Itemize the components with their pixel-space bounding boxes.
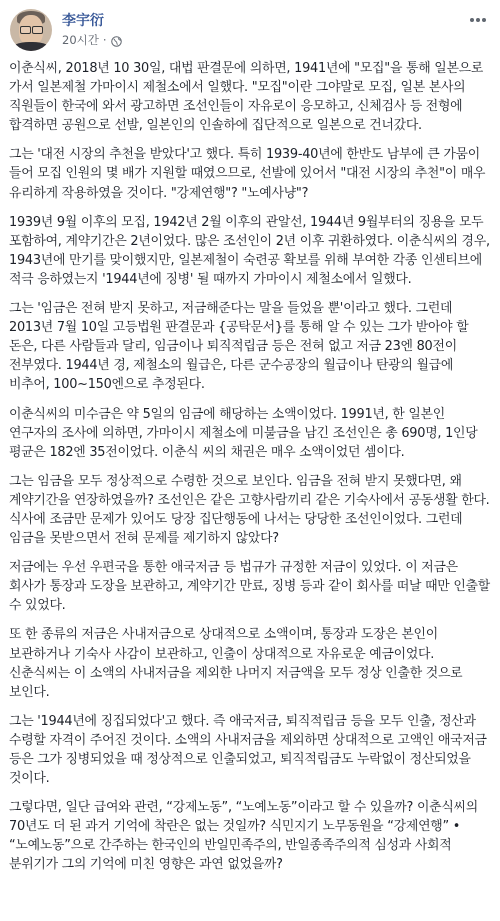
post-paragraph: 그는 '대전 시장의 추천을 받았다'고 했다. 특히 1939-40년에 한반도 남부에 큰 가뭄이 들어 모집 인원의 몇 배가 지원할 때였으므로, 선발에 있어서 "대전 시장의 추천"이 매우 유리하게 작용하였을 것이다. "강제연행"? "노예사냥"?: [9, 147, 486, 201]
globe-icon[interactable]: [111, 35, 122, 46]
post-paragraph: 저금에는 우선 우편국을 통한 애국저금 등 법규가 규정한 저금이 있었다. 이 저금은 회사가 통장과 도장을 보관하고, 계약기간 만료, 징병 등과 같이 회사를 떠날 때만 인출할 수 있었다.: [9, 560, 490, 614]
author-avatar[interactable]: [10, 9, 52, 51]
post-body: [9, 59, 491, 885]
post-subline: [62, 32, 122, 48]
post-paragraph: 1939년 9월 이후의 모집, 1942년 2월 이후의 관알선, 1944년 9월부터의 징용을 모두 포함하여, 계약기간은 2년이었다. 많은 조선인이 2년 이후 귀환하였다. 이춘식씨의 경우, 1943년에 만기를 맞이했지만, 일본제철이 숙련공 확보를 위해 부여한 각종 인센티브에 적극 응하였는지 '1944년에 징병' 될 때까지 가마이시 제철소에서 일했다.: [9, 214, 490, 287]
post-paragraph: 또 한 종류의 저금은 사내저금으로 상대적으로 소액이며, 통장과 도장은 본인이 보관하거나 기숙사 사감이 보관하고, 인출이 상대적으로 자유로운 예금이었다. 신춘식씨는 이 소액의 사내저금을 제외한 나머지 저금액을 모두 정상 인출한 것으로 보인다.: [9, 627, 463, 700]
post-paragraph: 이춘식씨, 2018년 10 30일, 대법 판결문에 의하면, 1941년에 "모집"을 통해 일본으로 가서 일본제철 가마이시 제철소에서 일했다. "모집"이란 그야말로 모집, 일본 본사의 직원들이 한국에 와서 광고하면 조선인들이 자유로이 응모하고, 신체검사 등 전형에 합격하면 공원으로 선발, 일본인의 인솔하에 집단적으로 일본으로 건너갔다.: [9, 61, 484, 134]
separator-dot: ·: [102, 33, 107, 47]
author-name[interactable]: 李宇衍: [62, 13, 104, 29]
post-paragraph: 그렇다면, 일단 급여와 관련, “강제노동”, “노예노동”이라고 할 수 있을까? 이춘식씨의 70년도 더 된 과거 기억에 착란은 없는 것일까? 식민지기 노무동원을 “강제연행” • “노예노동”으로 간주하는 한국인의 반일민족주의, 반일종족주의적 심성과 사회적 분위기가 그의 기억에 미친 영향은 과연 없었을까?: [9, 800, 478, 873]
post-paragraph: 그는 '1944년에 징집되었다'고 했다. 즉 애국저금, 퇴직적립금 등을 모두 인출, 정산과 수령할 자격이 주어진 것이다. 소액의 사내저금을 제외하면 상대적으로 고액인 애국저금 등은 그가 징병되었을 때 정상적으로 인출되었고, 퇴직적립금도 누락없이 정산되었을 것이다.: [9, 713, 487, 787]
post-paragraph: 이춘식씨의 미수금은 약 5일의 임금에 해당하는 소액이었다. 1991년, 한 일본인 연구자의 조사에 의하면, 가마이시 제철소에 미불금을 남긴 조선인은 총 690명, 1인당 평균은 182엔 35전이었다. 이춘식 씨의 채권은 매우 소액이었던 셈이다.: [9, 406, 478, 460]
post-paragraph: 그는 임금을 모두 정상적으로 수령한 것으로 보인다. 임금을 전혀 받지 못했다면, 왜 계약기간을 연장하였을까? 조선인은 같은 고향사람끼리 같은 기숙사에서 공동생활 한다. 식사에 조금만 문제가 있어도 당장 집단행동에 나서는 당당한 조선인이었다. 그런데 임금을 못받으면서 전혀 문제를 제기하지 않았다?: [9, 473, 490, 547]
post-header: [10, 8, 122, 52]
post-meta: [62, 12, 122, 48]
post-timestamp[interactable]: 20시간: [62, 33, 99, 47]
more-horizontal-icon: [470, 18, 474, 22]
more-options-button[interactable]: [466, 12, 490, 28]
post-paragraph: 그는 '임금은 전혀 받지 못하고, 저금해준다는 말을 들었을 뿐'이라고 했다. 그런데 2013년 7월 10일 고등법원 판결문과 {공탁문서}를 통해 알 수 있는 그가 받아야 할 돈은, 다른 사람들과 달리, 임금이나 퇴직적립금 등은 전혀 없고 저금 23엔 80전이 전부였다. 1944년 경, 제철소의 월급은, 다른 군수공장의 월급이나 탄광의 월급에 비추어, 100~150엔으로 추정된다.: [9, 301, 469, 393]
